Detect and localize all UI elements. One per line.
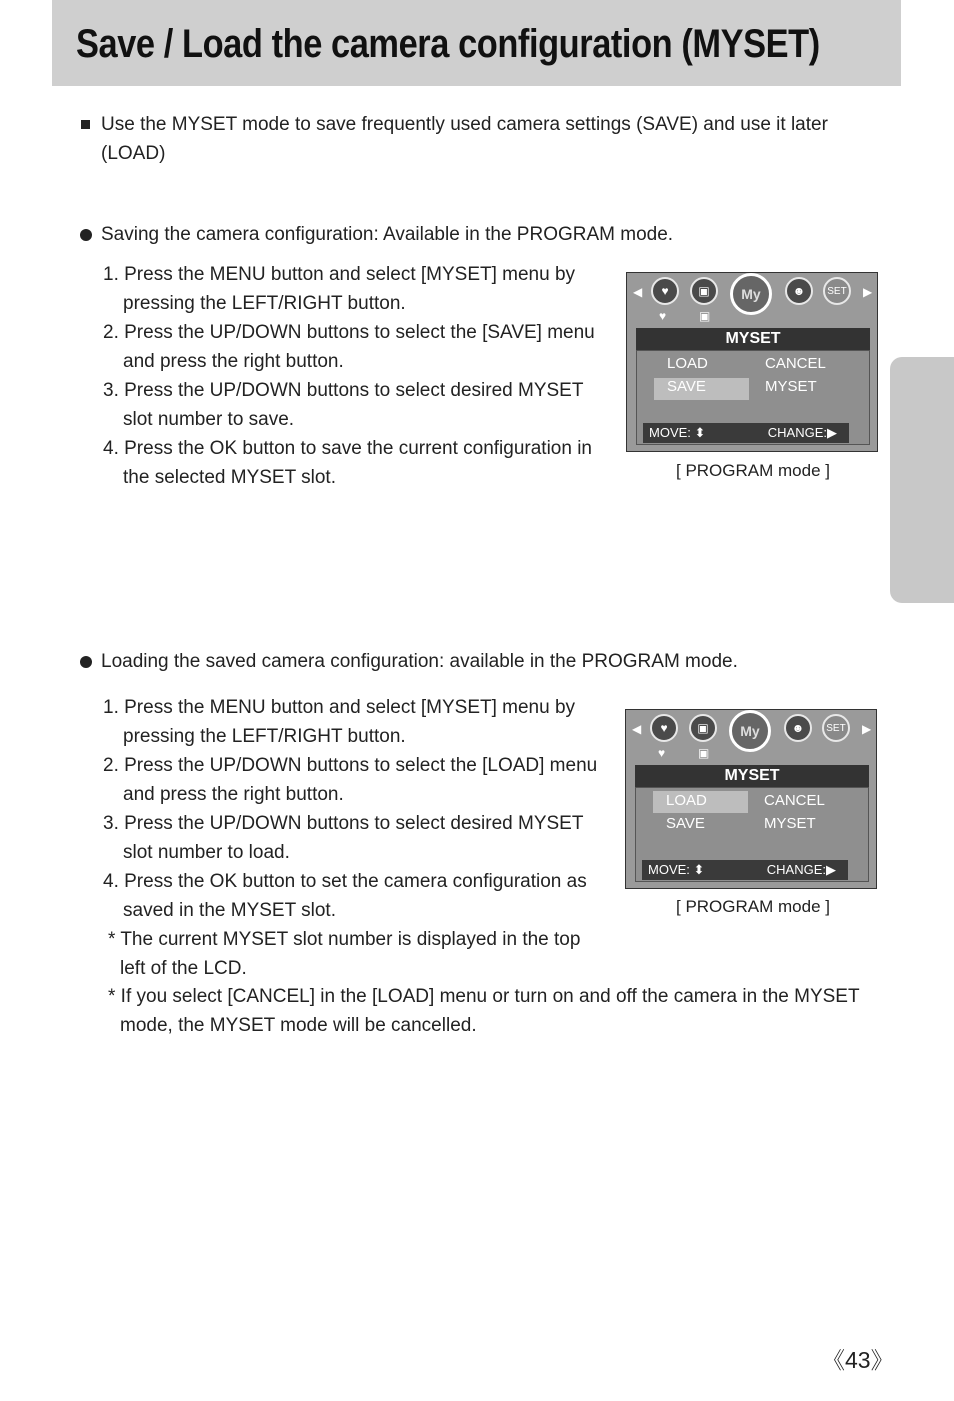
change-hint: CHANGE:▶	[767, 425, 837, 440]
move-hint: MOVE: ⬍	[648, 862, 705, 877]
left-arrow-icon: ◀	[632, 722, 642, 736]
load-note-1: * The current MYSET slot number is displayed in the top left of the LCD.	[108, 929, 581, 979]
load-step: 3. Press the UP/DOWN buttons to select desired MYSET slot number to load.	[103, 813, 584, 863]
play-icon: ▶	[827, 425, 837, 440]
circle-bullet-icon	[80, 656, 92, 668]
my-icon: My	[730, 273, 772, 315]
save-step: 2. Press the UP/DOWN buttons to select the [SAVE] menu and press the right button.	[103, 322, 595, 372]
my-icon: My	[729, 710, 771, 752]
save-step: 3. Press the UP/DOWN buttons to select desired MYSET slot number to save.	[103, 380, 584, 430]
circle-bullet-icon	[80, 229, 92, 241]
person-key-icon: ☻	[784, 714, 812, 742]
load-caption: [ PROGRAM mode ]	[676, 897, 830, 916]
menu-option-cancel: CANCEL	[765, 355, 826, 372]
frame-icon: ▣	[690, 277, 718, 305]
left-arrow-icon: ◀	[633, 285, 643, 299]
save-heading: Saving the camera configuration: Available in the PROGRAM mode.	[101, 224, 674, 245]
heart-small-icon: ♥	[659, 309, 667, 323]
play-icon: ▶	[826, 862, 836, 877]
person-key-icon: ☻	[785, 277, 813, 305]
updown-icon: ⬍	[694, 425, 706, 440]
set-icon: SET	[822, 714, 850, 742]
frame-small-icon: ▣	[698, 746, 710, 760]
intro-line-1: Use the MYSET mode to save frequently used camera settings (SAVE) and use it later	[101, 114, 828, 135]
load-note-2: * If you select [CANCEL] in the [LOAD] menu or turn on and off the camera in the MYSET mode, the MYSET mode will be cancelled.	[108, 986, 860, 1036]
lcd-icon-row	[626, 710, 876, 762]
menu-option-load: LOAD	[666, 792, 707, 809]
load-heading: Loading the saved camera configuration: available in the PROGRAM mode.	[101, 651, 738, 672]
lcd-footer	[643, 423, 849, 443]
page-number: 《43》	[822, 1347, 894, 1373]
menu-option-save: SAVE	[666, 815, 705, 832]
menu-option-myset: MYSET	[765, 378, 817, 395]
load-step: 4. Press the OK button to set the camera configuration as saved in the MYSET slot.	[103, 871, 587, 921]
menu-option-load: LOAD	[667, 355, 708, 372]
load-step: 1. Press the MENU button and select [MYSET] menu by pressing the LEFT/RIGHT button.	[103, 697, 576, 747]
menu-option-save: SAVE	[667, 378, 706, 395]
lcd-menu-title: MYSET	[635, 765, 869, 787]
move-hint: MOVE: ⬍	[649, 425, 706, 440]
save-caption: [ PROGRAM mode ]	[676, 461, 830, 480]
updown-icon: ⬍	[693, 862, 705, 877]
save-step: 4. Press the OK button to save the current configuration in the selected MYSET slot.	[103, 438, 592, 488]
menu-option-cancel: CANCEL	[764, 792, 825, 809]
intro-line-2: (LOAD)	[101, 143, 166, 164]
save-step: 1. Press the MENU button and select [MYSET] menu by pressing the LEFT/RIGHT button.	[103, 264, 576, 314]
page-title: Save / Load the camera configuration (MYSET)	[76, 22, 820, 66]
set-icon: SET	[823, 277, 851, 305]
change-hint: CHANGE:▶	[766, 862, 836, 877]
frame-icon: ▣	[689, 714, 717, 742]
right-arrow-icon: ▶	[862, 722, 872, 736]
lcd-icon-row	[627, 273, 877, 325]
lcd-menu-title: MYSET	[636, 328, 870, 350]
load-step: 2. Press the UP/DOWN buttons to select the [LOAD] menu and press the right button.	[103, 755, 598, 805]
side-tab	[890, 357, 954, 603]
menu-option-myset: MYSET	[764, 815, 816, 832]
heart-icon: ♥	[650, 714, 678, 742]
frame-small-icon: ▣	[699, 309, 711, 323]
right-arrow-icon: ▶	[863, 285, 873, 299]
lcd-save-screen	[626, 272, 878, 452]
heart-icon: ♥	[651, 277, 679, 305]
load-steps	[103, 693, 598, 925]
save-steps	[103, 260, 595, 492]
lcd-footer	[642, 860, 848, 880]
heart-small-icon: ♥	[658, 746, 666, 760]
square-bullet-icon	[81, 120, 90, 129]
lcd-load-screen	[625, 709, 877, 889]
